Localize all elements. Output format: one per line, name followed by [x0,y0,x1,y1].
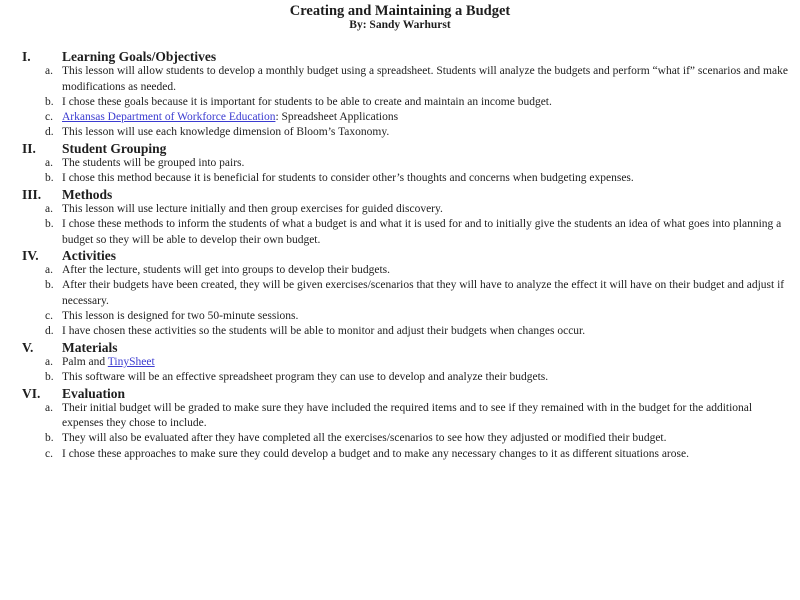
workforce-education-link[interactable]: Arkansas Department of Workforce Education [62,111,276,124]
outline-item [0,370,800,385]
outline-item [0,263,800,278]
section-heading: Methods [62,186,113,202]
item-letter: a. [45,65,53,78]
section-numeral: I. [22,49,31,64]
outline-item [0,217,800,248]
outline-item [0,278,800,309]
section-heading-row [0,187,800,202]
item-letter: a. [45,401,53,414]
outline-item [0,125,800,140]
item-text: I chose these approaches to make sure they could develop a budget and to make any necessary changes to it as different situations arose. [62,447,689,460]
section-heading-row [0,248,800,263]
item-text: Their initial budget will be graded to make sure they have included the required items and to see if they remained with in the budget for the additional expenses they chose to include. [62,401,753,430]
section-heading-row [0,49,800,64]
item-text: The students will be grouped into pairs. [62,157,245,170]
document-title: Creating and Maintaining a Budget [289,3,511,19]
outline-item [0,324,800,339]
item-text: This software will be an effective spreadsheet program they can use to develop and analyze their budgets. [62,371,549,384]
item-letter: b. [45,172,54,185]
item-letter: b. [45,95,54,108]
item-text: I chose these methods to inform the students of what a budget is and what it is used for and to initially give the students an idea of what goes into planning a budget so they will be able to develop their own budget. [62,218,782,246]
section-heading-row [0,340,800,355]
item-letter: c. [45,447,53,460]
item-text [62,355,800,370]
item-letter: d. [45,126,54,139]
tinysheet-link[interactable]: TinySheet [107,355,155,368]
item-letter: a. [45,264,53,277]
item-text: After the lecture, students will get into groups to develop their budgets. [62,264,390,277]
document-byline: By: Sandy Warhurst [349,19,451,31]
outline-item [0,171,800,186]
outline-item [0,431,800,446]
item-letter: a. [45,202,53,215]
item-text-suffix: : Spreadsheet Applications [275,111,399,124]
section-numeral: VI. [22,385,41,401]
outline-item [0,447,800,462]
section-heading: Activities [62,247,116,263]
section-numeral: V. [22,339,34,355]
outline-item [0,156,800,171]
outline-item [0,110,800,125]
item-text: I chose these goals because it is important for students to be able to create and maintain an income budget. [62,95,552,108]
item-letter: c. [45,111,53,124]
section-heading-row [0,141,800,156]
section-heading: Evaluation [62,385,126,401]
section-heading-row [0,386,800,401]
section-heading: Student Grouping [62,140,167,156]
item-text: I chose this method because it is beneficial for students to consider other’s thoughts and concerns when budgeting expenses. [62,172,634,185]
lesson-plan-outline [0,49,800,462]
section-numeral: III. [22,186,42,202]
item-text: I have chosen these activities so the students will be able to monitor and adjust their budgets when changes occur. [62,325,586,338]
outline-item [0,95,800,110]
item-letter: d. [45,325,54,338]
item-letter: b. [45,279,54,292]
outline-item [0,64,800,95]
item-letter: b. [45,432,54,445]
item-text: This lesson will use lecture initially and then group exercises for guided discovery. [62,202,443,215]
item-text: This lesson is designed for two 50-minute sessions. [62,310,299,323]
item-letter: c. [45,310,53,323]
item-text-prefix: Palm and [62,355,108,368]
item-text: This lesson will allow students to develop a monthly budget using a spreadsheet. Students will analyze the budgets and perform “what if” scenarios and make modifications as needed. [62,65,788,93]
item-text: They will also be evaluated after they have completed all the exercises/scenarios to see how they adjusted or modified their budget. [62,432,667,445]
item-text: This lesson will use each knowledge dimension of Bloom’s Taxonomy. [62,126,390,139]
section-heading: Learning Goals/Objectives [62,49,217,64]
section-heading: Materials [62,339,118,355]
item-text [62,110,800,125]
outline-item [0,309,800,324]
item-letter: a. [45,355,53,368]
outline-item [0,355,800,370]
item-text: After their budgets have been created, they will be given exercises/scenarios that they will have to analyze the effect it will have on their budget and adjust if necessary. [62,279,785,307]
outline-item [0,401,800,432]
section-numeral: IV. [22,247,39,263]
section-numeral: II. [22,140,36,156]
outline-item [0,202,800,217]
item-letter: b. [45,371,54,384]
item-letter: a. [45,157,53,170]
item-letter: b. [45,218,54,231]
